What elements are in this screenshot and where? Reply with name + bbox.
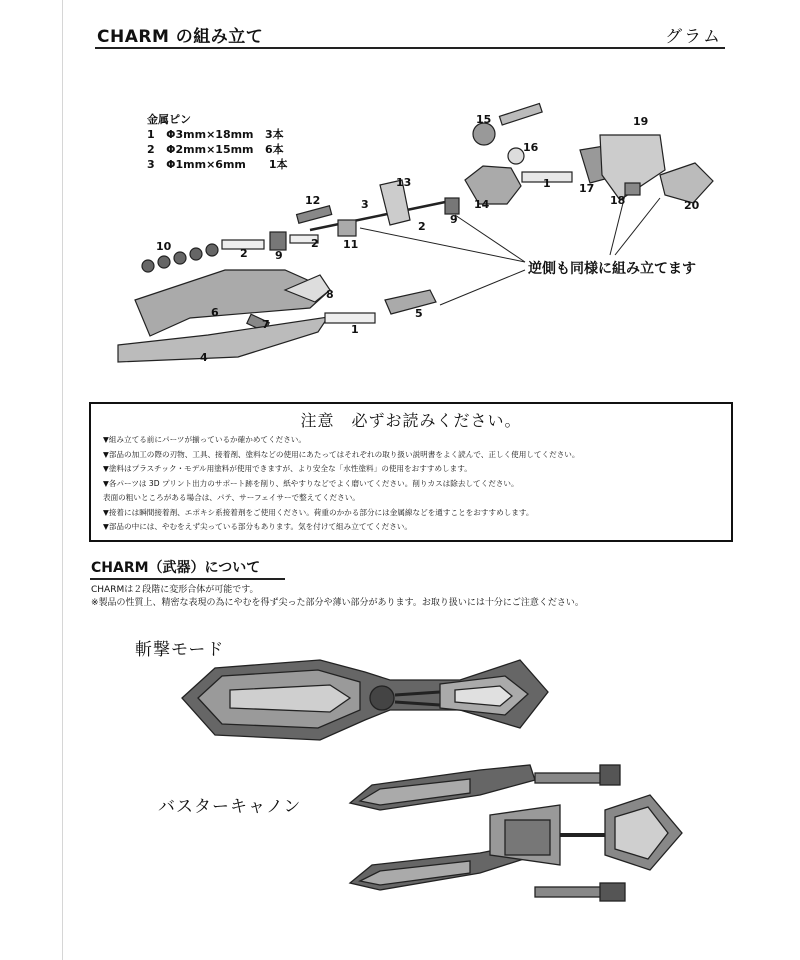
part-label: 1	[543, 177, 551, 190]
part-label: 19	[633, 115, 649, 128]
part-label: 13	[396, 176, 412, 189]
part-10-e	[206, 244, 218, 256]
part-label: 5	[415, 307, 423, 320]
caution-line: ▼接着には瞬間接着剤、エポキシ系接着剤をご使用ください。荷重のかかる部分には金属線などを通すことをおすすめします。	[103, 507, 534, 517]
character-name: グラム	[665, 27, 722, 47]
part-10-b	[158, 256, 170, 268]
part-10-a	[142, 260, 154, 272]
part-15-cap	[473, 123, 495, 145]
caution-line: ▼塗料はプラスチック・モデル用塗料が使用できますが、より安全な「水性塗料」の使用をおすすめします。	[103, 464, 472, 473]
pin-item: 2 Φ2mm×15mm 6本	[147, 143, 284, 156]
mode-label-slash: 斬撃モード	[135, 640, 225, 660]
part-10-d	[190, 248, 202, 260]
slash-mode-illustration	[0, 640, 800, 760]
caution-box	[89, 402, 733, 542]
part-9b	[445, 198, 459, 214]
part-label: 6	[211, 306, 219, 319]
section-line: ※製品の性質上、精密な表現の為にやむを得ず尖った部分や薄い部分があります。お取り扱いには十分にご注意ください。	[91, 598, 584, 608]
part-label: 2	[418, 220, 426, 233]
pin-item: 1 Φ3mm×18mm 3本	[147, 128, 284, 141]
part-label: 1	[351, 323, 359, 336]
part-18	[625, 183, 640, 195]
pin-item: 3 Φ1mm×6mm 1本	[147, 158, 288, 171]
part-5	[385, 290, 436, 314]
assembly-diagram	[0, 0, 800, 380]
part-label: 3	[361, 198, 369, 211]
caution-title: 注意 必ずお読みください。	[300, 411, 522, 430]
caution-line: ▼組み立てる前にパーツが揃っているか確かめてください。	[103, 435, 306, 444]
page-title: CHARM の組み立て	[97, 27, 264, 47]
section-line: CHARMは２段階に変形合体が可能です。	[91, 585, 259, 595]
part-label: 9	[450, 213, 458, 226]
part-11	[338, 220, 356, 236]
caution-line: ▼部品の加工の際の刃物、工具、接着剤、塗料などの使用にあたってはそれぞれの取り扱い説明書をよく読んで、正しく使用してください。	[103, 449, 580, 459]
caution-line: 表面の粗いところがある場合は、パテ、サーフェイサーで整えてください。	[103, 493, 360, 502]
part-label: 2	[311, 237, 319, 250]
part-20	[660, 163, 713, 203]
part-16	[508, 148, 524, 164]
section-divider	[90, 578, 285, 580]
section-title: CHARM（武器）について	[91, 560, 261, 576]
caution-line: ▼部品の中には、やむをえず尖っている部分もあります。気を付けて組み立ててください。	[103, 522, 412, 531]
part-label: 15	[476, 113, 492, 126]
part-15-rod	[499, 103, 542, 125]
part-label: 17	[579, 182, 595, 195]
assembly-callout: 逆側も同様に組み立てます	[528, 261, 696, 277]
buster-cannon-illustration	[0, 755, 800, 925]
part-label: 16	[523, 141, 539, 154]
part-10-c	[174, 252, 186, 264]
pin-1-lower	[325, 313, 375, 323]
part-label: 9	[275, 249, 283, 262]
pins-heading: 金属ピン	[147, 113, 191, 126]
part-9	[270, 232, 286, 250]
part-label: 11	[343, 238, 359, 251]
part-label: 18	[610, 194, 626, 207]
part-label: 14	[474, 198, 490, 211]
part-label: 7	[262, 318, 270, 331]
metal-pins-list	[147, 112, 288, 172]
part-label: 20	[684, 199, 700, 212]
part-label: 12	[305, 194, 321, 207]
part-label: 10	[156, 240, 172, 253]
part-label: 8	[326, 288, 334, 301]
section-description	[91, 584, 584, 610]
caution-line: ▼各パーツは 3D プリント出力のサポート跡を削り、紙やすりなどでよく磨いてください。削りカスは除去してください。	[103, 478, 519, 488]
part-12	[297, 206, 332, 223]
part-label: 4	[200, 351, 208, 364]
part-label: 2	[240, 247, 248, 260]
mode-label-buster: バスターキャノン	[158, 797, 302, 817]
